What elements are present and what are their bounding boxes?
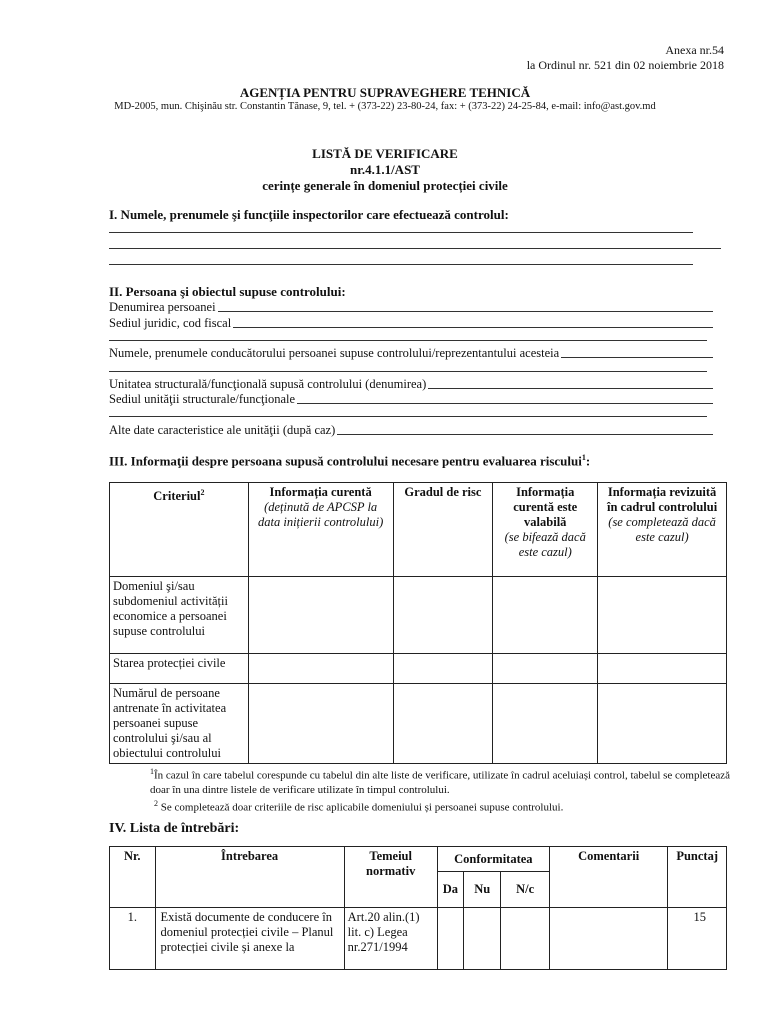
col-not-applicable: N/c [501,872,550,908]
field-structural-unit[interactable] [109,376,713,392]
footnote-1 [150,765,740,797]
question-score: 15 [668,908,727,970]
field-line[interactable] [218,311,713,312]
col-nr: Nr. [110,847,156,908]
blank-line[interactable] [109,371,707,372]
input-cell[interactable] [393,654,493,684]
checkbox-not-applicable[interactable] [501,908,550,970]
criterion-cell: Numărul de persoane antrenate în activitatea persoanei supuse controlului şi/sau al obiectului controlului [110,684,249,764]
title-line-1: LISTĂ DE VERIFICARE [312,146,458,161]
blank-line[interactable] [109,416,707,417]
inspector-line-1[interactable] [109,232,693,233]
input-cell[interactable] [493,654,598,684]
col-info-valid-label: Informația curentă este valabilă [513,485,578,529]
col-score: Punctaj [668,847,727,908]
field-line[interactable] [337,434,713,435]
col-criterion-label: Criteriul [153,489,201,504]
order-reference: la Ordinul nr. 521 din 02 noiembrie 2018 [526,58,724,72]
input-cell[interactable] [393,684,493,764]
col-question: Întrebarea [155,847,344,908]
annex-number: Anexa nr.54 [665,43,724,57]
col-current-info [248,483,393,577]
input-cell[interactable] [493,577,598,654]
field-legal-seat-label: Sediul juridic, cod fiscal [109,316,232,330]
col-info-valid [493,483,598,577]
table-row [110,908,727,970]
criterion-cell: Domeniul şi/sau subdomeniul activității economice a persoanei supuse controlului [110,577,249,654]
question-number: 1. [110,908,156,970]
risk-table [109,482,727,764]
input-cell[interactable] [248,684,393,764]
agency-name: AGENȚIA PENTRU SUPRAVEGHERE TEHNICĂ [239,85,531,100]
title-line-2: nr.4.1.1/AST [350,162,420,177]
footnote-ref: 2 [200,488,205,497]
questions-table [109,846,727,970]
field-line[interactable] [297,403,713,404]
field-legal-seat[interactable] [109,315,713,331]
question-legal-basis: Art.20 alin.(1) lit. c) Legea nr.271/1994 [344,908,437,970]
questions-header-row [110,847,727,872]
footnotes [150,765,740,814]
col-revised-info [598,483,727,577]
annex-reference [527,43,724,73]
heading-colon: : [585,453,591,469]
checkbox-no[interactable] [464,908,501,970]
field-line[interactable] [428,388,713,389]
criterion-cell: Starea protecției civile [110,654,249,684]
input-cell[interactable] [493,684,598,764]
section-2-heading: II. Persoana şi obiectul supuse controlului: [109,284,346,299]
input-cell[interactable] [598,654,727,684]
input-cell[interactable] [598,684,727,764]
section-1-heading: I. Numele, prenumele şi funcţiile inspectorilor care efectuează controlul: [109,207,509,222]
table-row [110,654,727,684]
agency-address: MD-2005, mun. Chişinău str. Constantin Tănase, 9, tel. + (373-22) 23-80-24, fax: + (373-22) 24-25-84, e-mail: info@ast.gov.md [114,101,656,112]
comment-cell[interactable] [549,908,667,970]
col-yes: Da [437,872,463,908]
field-line[interactable] [561,357,713,358]
question-text: Există documente de conducere în domeniul protecției civile – Planul protecției civile și anexe la [155,908,344,970]
col-info-valid-note: (se bifează dacă este cazul) [504,530,586,559]
col-current-info-note: (deținută de APCSP la data inițierii controlului) [258,500,384,529]
col-current-info-label: Informația curentă [269,485,372,499]
col-criterion [110,483,249,577]
table-row [110,577,727,654]
inspector-line-3[interactable] [109,264,693,265]
field-manager-name-label: Numele, prenumele conducătorului persoanei supuse controlului/reprezentantului acesteia [109,346,560,360]
col-no: Nu [464,872,501,908]
col-legal-basis: Temeiul normativ [344,847,437,908]
footnote-ref: 1 [581,453,586,462]
footnote-marker: 1 [150,767,154,776]
col-risk-degree: Gradul de risc [393,483,493,577]
field-other-data[interactable] [109,422,713,438]
input-cell[interactable] [598,577,727,654]
col-comments: Comentarii [549,847,667,908]
inspector-line-2[interactable] [109,248,721,249]
section-3-heading-text: III. Informaţii despre persoana supusă controlului necesare pentru evaluarea riscului [109,453,582,469]
blank-line[interactable] [109,340,707,341]
table-row [110,684,727,764]
input-cell[interactable] [248,577,393,654]
section-3-heading [109,453,590,469]
col-revised-info-note: (se completează dacă este cazul) [608,515,716,544]
section-4-heading: IV. Lista de întrebări: [109,821,240,836]
field-line[interactable] [233,327,713,328]
footnote-2-text: Se completează doar criteriile de risc aplicabile domeniului și persoanei supuse controlului. [160,801,564,814]
footnote-2 [150,797,740,815]
field-person-name-label: Denumirea persoanei [109,300,216,314]
risk-table-header [110,483,727,577]
col-revised-info-label: Informația revizuită în cadrul controlului [606,485,718,514]
field-unit-seat-label: Sediul unităţii structurale/funcţionale [109,392,296,406]
document-title [0,146,770,194]
footnote-marker: 2 [154,798,158,808]
input-cell[interactable] [393,577,493,654]
field-person-name[interactable] [109,299,713,315]
col-conformity: Conformitatea [437,847,549,872]
footnote-1-text: În cazul în care tabelul corespunde cu tabelul din alte liste de verificare, utilizate în cadrul aceluiași control, tabelul se completează doar în una dintre listele de verificare utilizate în timpul controlului. [150,769,731,796]
field-other-data-label: Alte date caracteristice ale unităţii (după caz) [109,423,336,437]
field-manager-name[interactable] [109,345,713,361]
title-line-3: cerințe generale în domeniul protecției civile [262,178,508,193]
field-structural-unit-label: Unitatea structurală/funcţională supusă controlului (denumirea) [109,377,427,391]
field-unit-seat[interactable] [109,391,713,407]
input-cell[interactable] [248,654,393,684]
checkbox-yes[interactable] [437,908,463,970]
